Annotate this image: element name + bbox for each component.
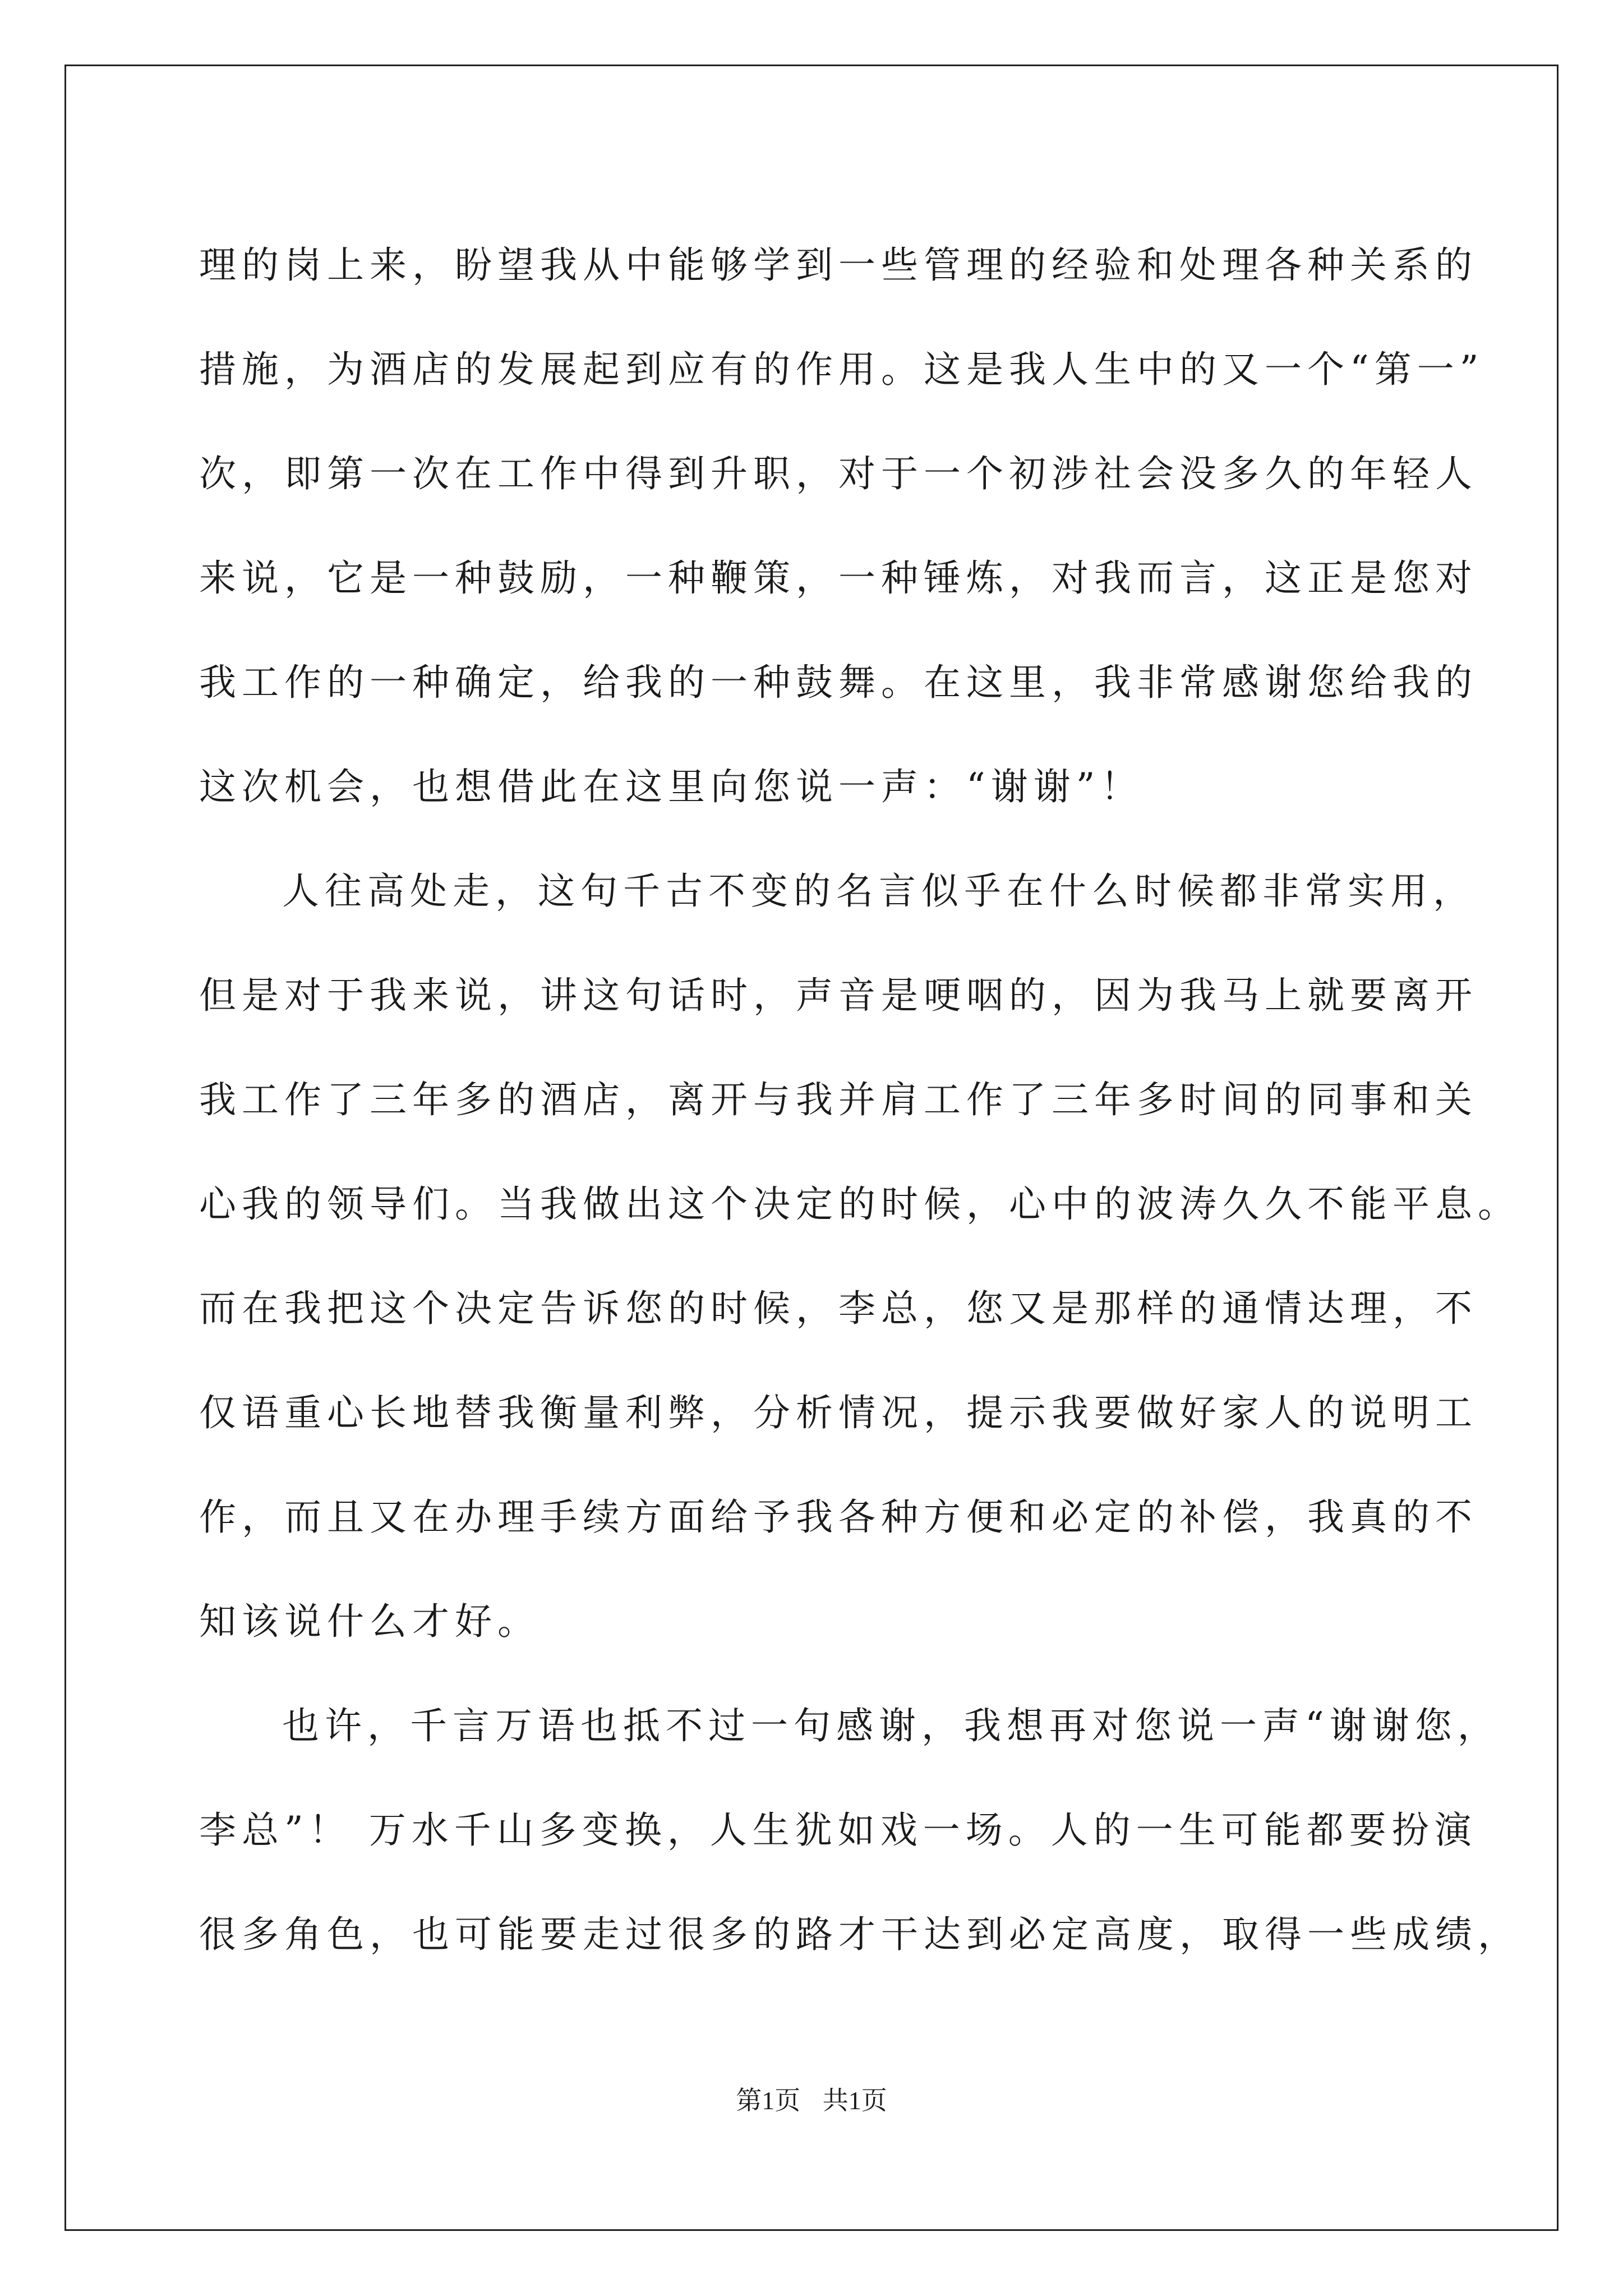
page-number: 第1页 — [736, 2086, 801, 2115]
text-line: 作，而且又在办理手续方面给予我各种方便和必定的补偿，我真的不 — [199, 1496, 1478, 1539]
text-line: 知该说什么才好。 — [199, 1600, 540, 1643]
text-line: 这次机会，也想借此在这里向您说一声：“谢谢”！ — [199, 765, 1144, 808]
text-line: 很多角色，也可能要走过很多的路才干达到必定高度，取得一些成绩， — [199, 1913, 1520, 1956]
paragraph-first-line: 人往高处走，这句千古不变的名言似乎在什么时候都非常实用， — [282, 869, 1476, 913]
text-line: 我工作了三年多的酒店，离开与我并肩工作了三年多时间的同事和关 — [199, 1078, 1478, 1121]
text-line: 仅语重心长地替我衡量利弊，分析情况，提示我要做好家人的说明工 — [199, 1391, 1478, 1434]
text-line: 措施，为酒店的发展起到应有的作用。这是我人生中的又一个“第一” — [199, 348, 1484, 391]
text-line: 但是对于我来说，讲这句话时，声音是哽咽的，因为我马上就要离开 — [199, 974, 1478, 1017]
text-line: 李总”！ 万水千山多变换，人生犹如戏一场。人的一生可能都要扮演 — [199, 1809, 1477, 1852]
text-line: 而在我把这个决定告诉您的时候，李总，您又是那样的通情达理，不 — [199, 1287, 1478, 1330]
text-line: 我工作的一种确定，给我的一种鼓舞。在这里，我非常感谢您给我的 — [199, 661, 1478, 704]
document-body — [199, 213, 1520, 1987]
text-line: 心我的领导们。当我做出这个决定的时候，心中的波涛久久不能平息。 — [199, 1182, 1520, 1226]
text-line: 来说，它是一种鼓励，一种鞭策，一种锤炼，对我而言，这正是您对 — [199, 556, 1478, 600]
text-line: 理的岗上来，盼望我从中能够学到一些管理的经验和处理各种关系的 — [199, 243, 1478, 287]
page-total: 共1页 — [822, 2086, 887, 2115]
text-line: 次，即第一次在工作中得到升职，对于一个初涉社会没多久的年轻人 — [199, 452, 1478, 495]
page-footer — [0, 2080, 1623, 2117]
paragraph-first-line: 也许，千言万语也抵不过一句感谢，我想再对您说一声“谢谢您， — [282, 1704, 1500, 1747]
